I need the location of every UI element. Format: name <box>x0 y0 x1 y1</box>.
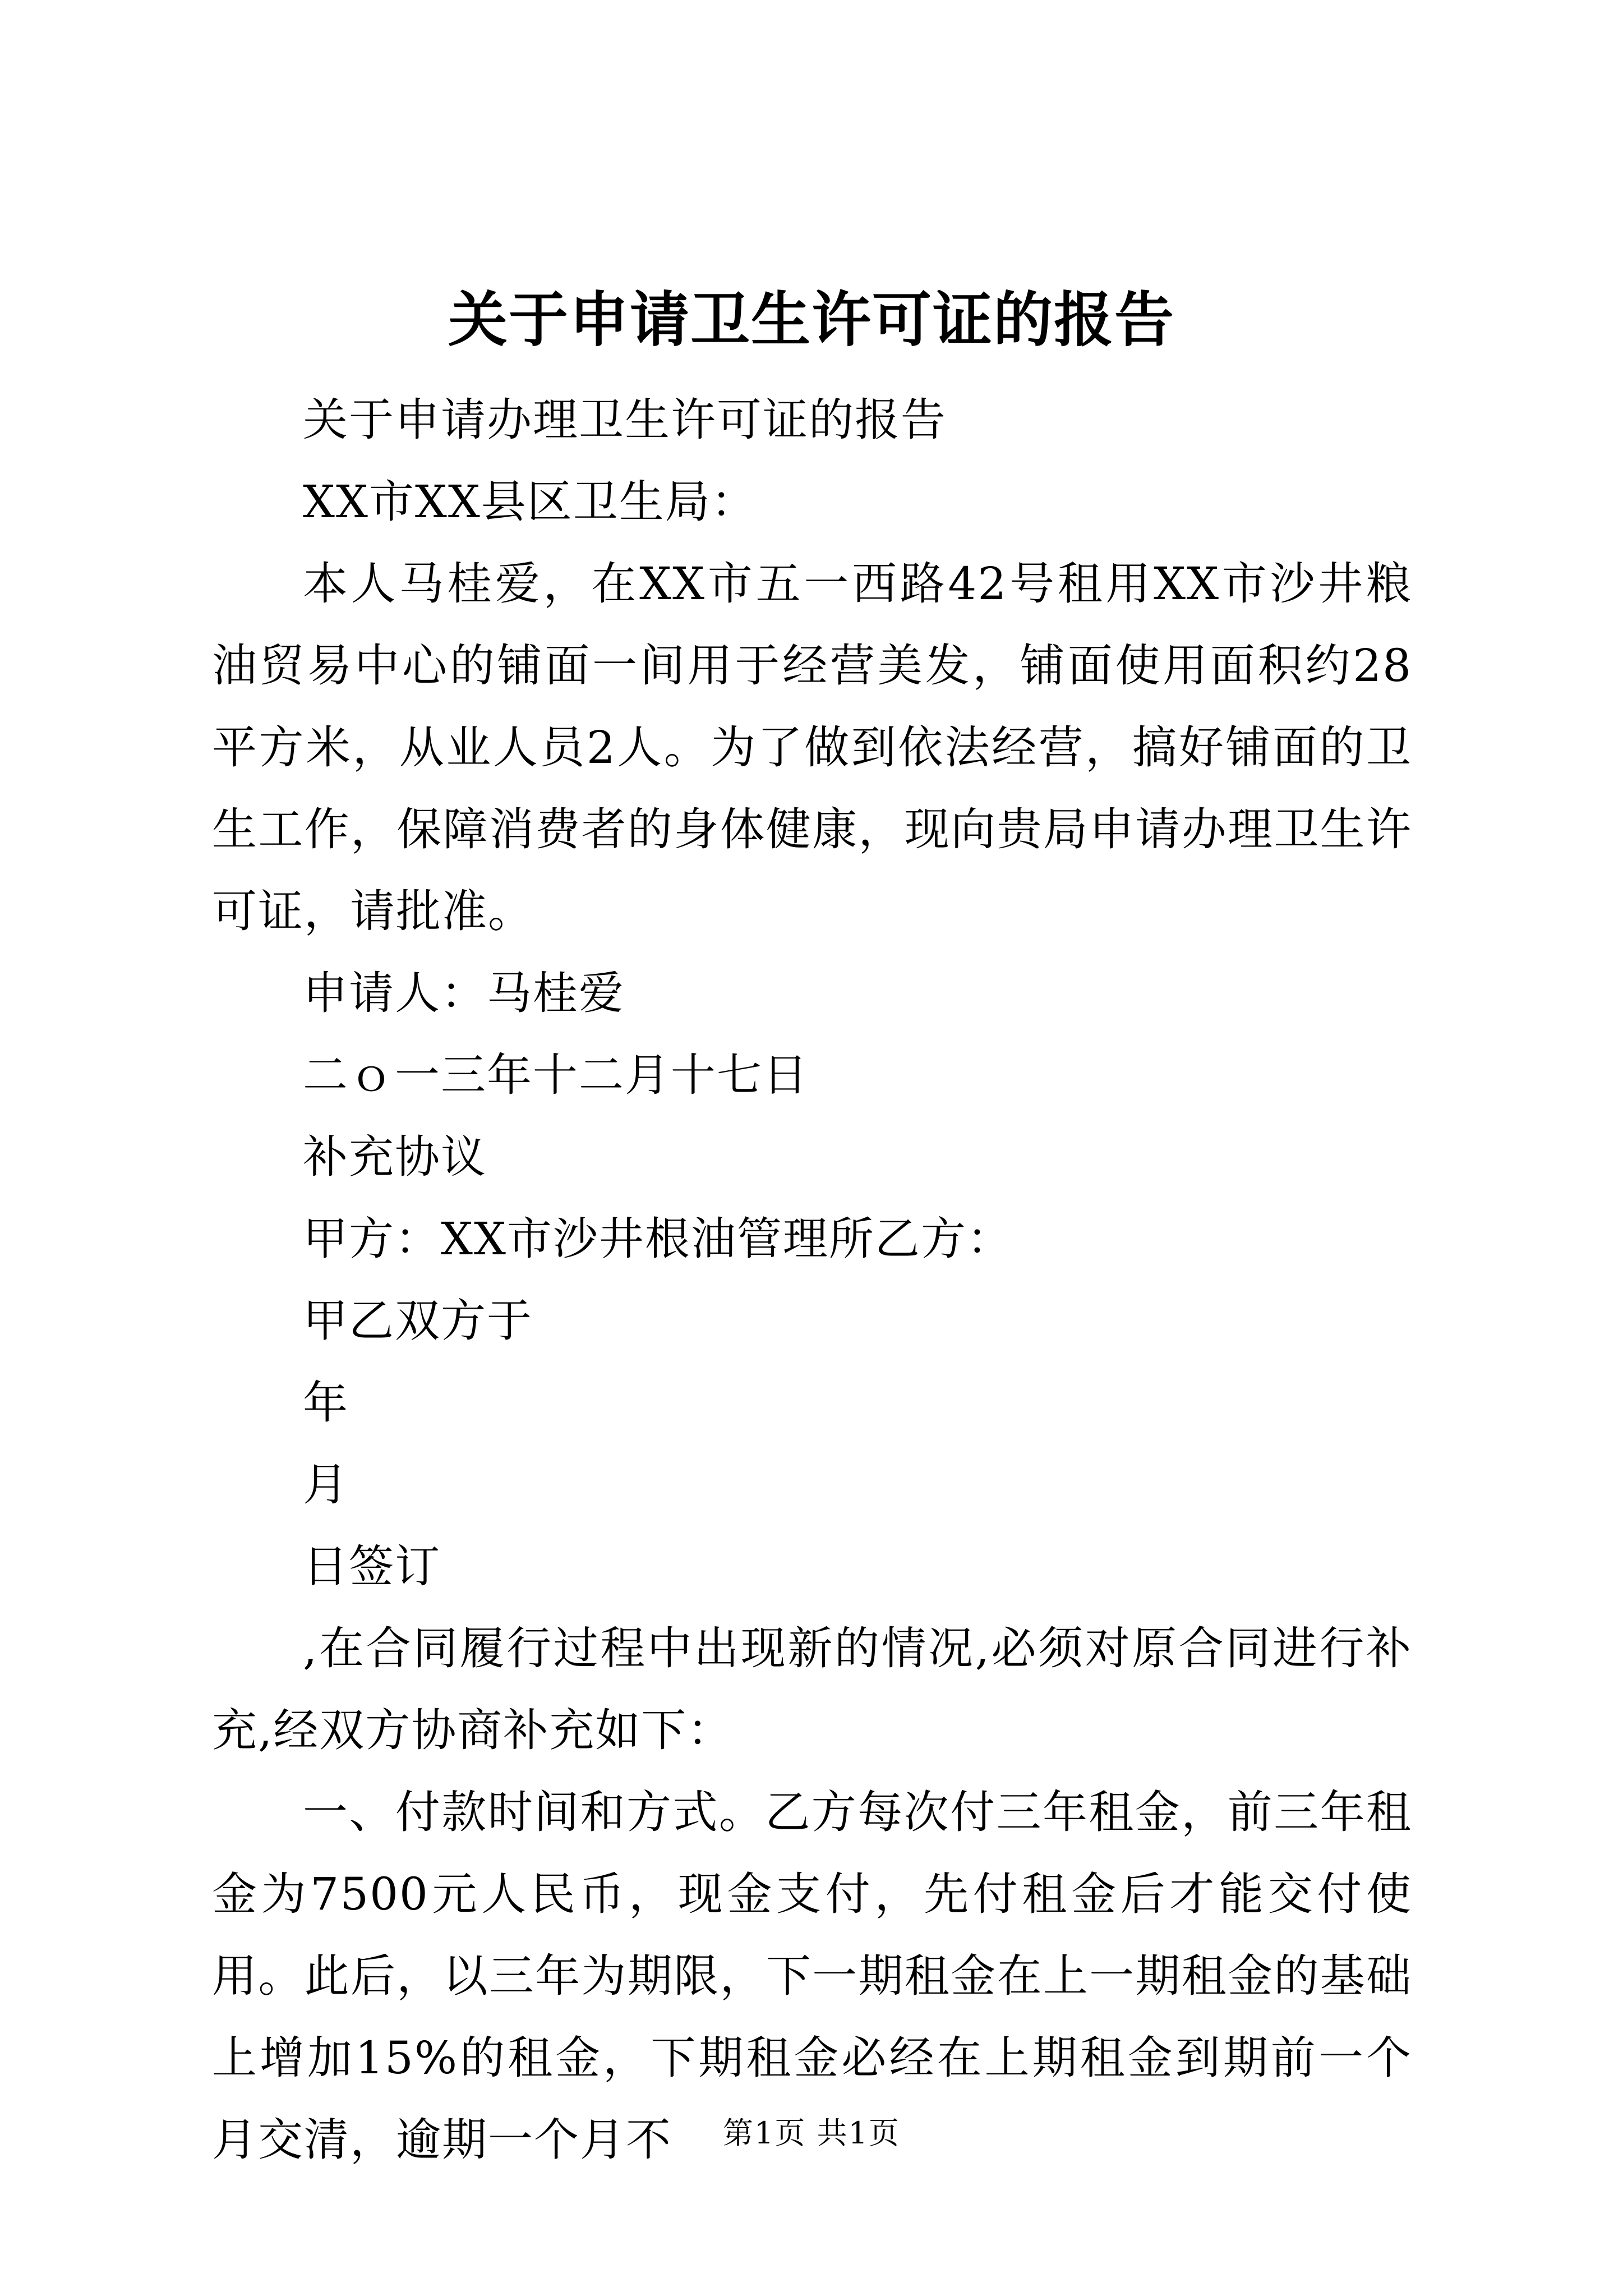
application-body: 本人马桂爱，在XX市五一西路42号租用XX市沙井粮油贸易中心的铺面一间用于经营美发，铺面使用面积约28平方米，从业人员2人。为了做到依法经营，搞好铺面的卫生工作，保障消费者的身体健康，现向贵局申请办理卫生许可证，请批准。 <box>212 558 1412 937</box>
party-line: 甲方：XX市沙井根油管理所乙方： <box>303 1213 1013 1265</box>
agreement-date-year: 年 <box>303 1377 349 1429</box>
page-footer: 第1页 共1页 <box>723 2115 900 2151</box>
agreement-preamble: ,在合同履行过程中出现新的情况,必须对原合同进行补充,经双方协商补充如下： <box>212 1622 1412 1756</box>
document-title: 关于申请卫生许可证的报告 <box>448 284 1175 355</box>
payment-clause: 一、付款时间和方式。乙方每次付三年租金，前三年租金为7500元人民币，现金支付，先付租金后才能交付使用。此后，以三年为期限，下一期租金在上一期租金的基础上增加15%的租金，下期租金必经在上期租金到期前一个月交清，逾期一个月不 <box>212 1786 1412 2166</box>
agreement-date-intro: 甲乙双方于 <box>303 1295 533 1347</box>
addressee: XX市XX县区卫生局： <box>303 476 757 528</box>
agreement-date-month: 月 <box>303 1458 349 1511</box>
report-subtitle: 关于申请办理卫生许可证的报告 <box>303 394 947 446</box>
agreement-heading: 补充协议 <box>303 1131 487 1183</box>
date-line: 二ｏ一三年十二月十七日 <box>303 1049 809 1101</box>
applicant-line: 申请人：马桂爱 <box>303 967 625 1019</box>
document-body <box>212 379 1412 2181</box>
agreement-date-day: 日签订 <box>303 1540 441 1593</box>
